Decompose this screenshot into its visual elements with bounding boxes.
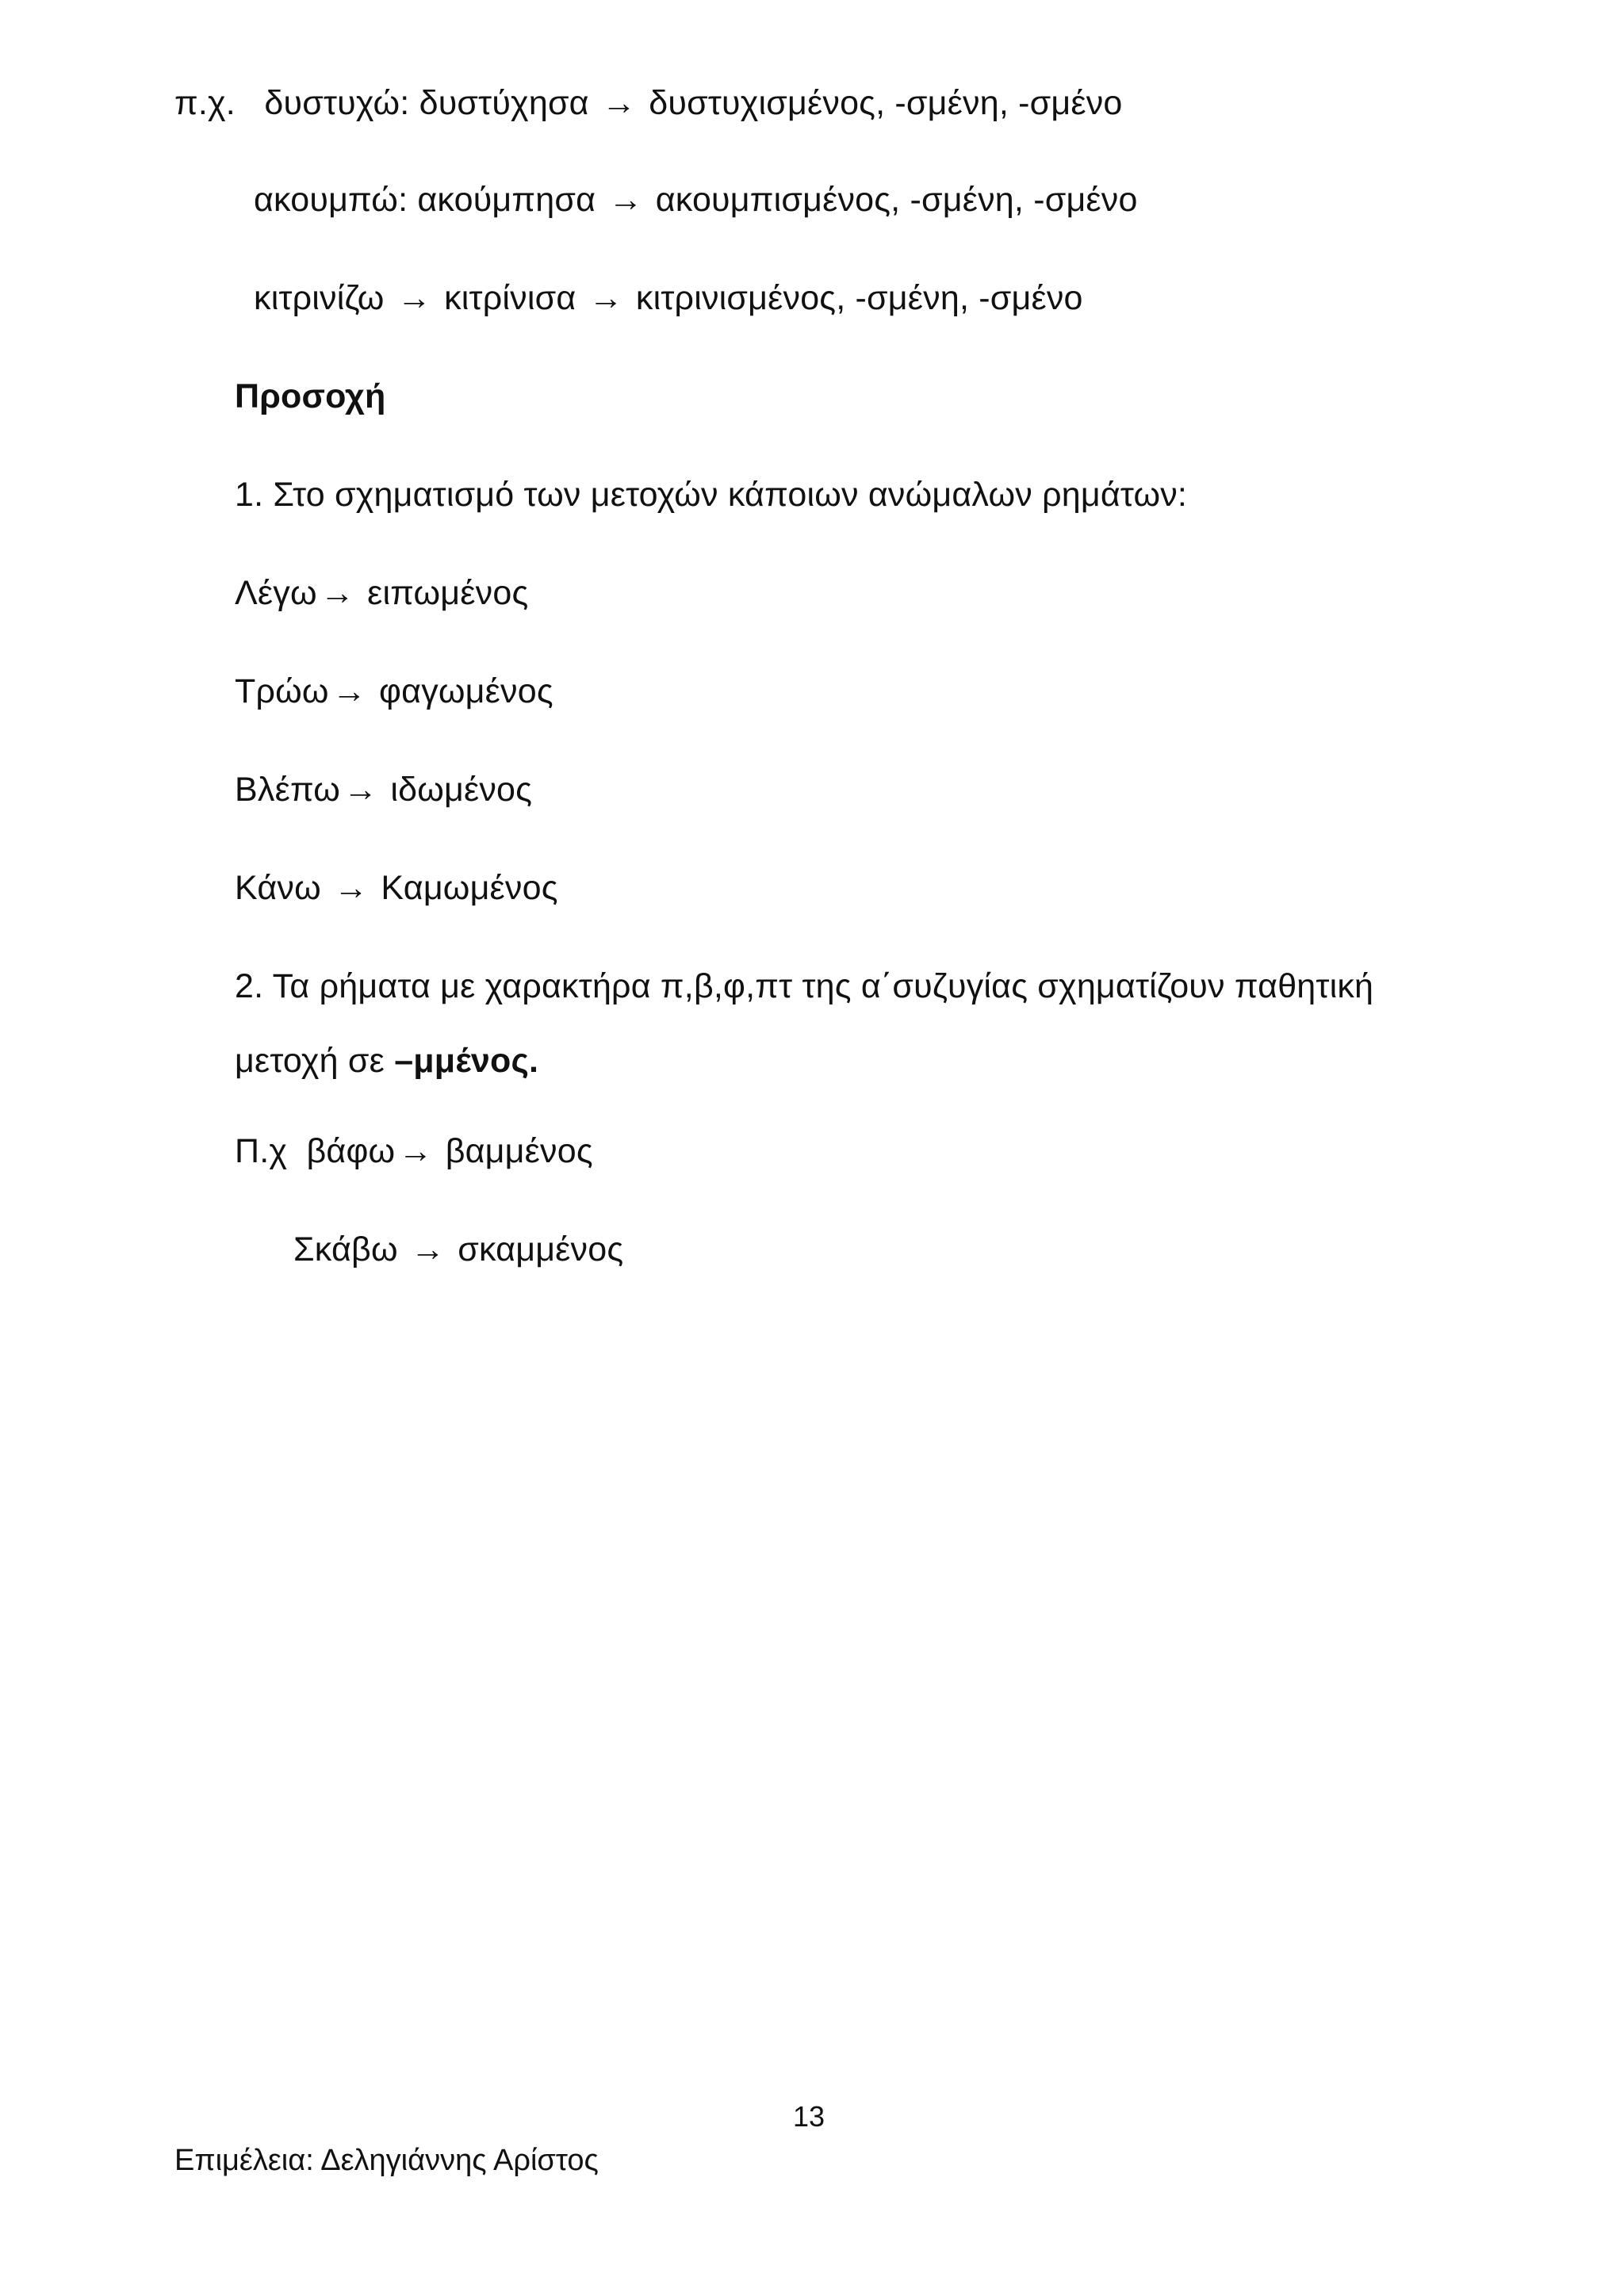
example-verb: ακουμπώ: ακούμπησα xyxy=(254,181,596,219)
example-result: κιτρινισμένος, -σμένη, -σμένο xyxy=(635,279,1083,317)
participle: σκαμμένος xyxy=(458,1230,624,1269)
verb: Κάνω xyxy=(235,869,321,907)
rule-2-suffix: –μμένος. xyxy=(394,1042,539,1080)
participle: Καμωμένος xyxy=(381,869,558,907)
verb: Σκάβω xyxy=(293,1230,398,1269)
rule-1-item xyxy=(235,572,528,614)
participle: ειπωμένος xyxy=(367,574,529,612)
verb: βάφω xyxy=(306,1132,396,1170)
example-verb: δυστυχώ: δυστύχησα xyxy=(264,84,589,122)
arrow-right-icon: → xyxy=(588,279,623,317)
rule-2-line-1: 2. Τα ρήματα με χαρακτήρα π,β,φ,πτ της α΄συζυγίας σχηματίζουν παθητική xyxy=(235,967,1374,1005)
verb: Τρώω xyxy=(235,672,329,710)
example-line-3 xyxy=(254,277,1083,319)
verb: Βλέπω xyxy=(235,771,340,809)
arrow-right-icon: → xyxy=(410,1230,446,1269)
arrow-right-icon: → xyxy=(331,672,366,710)
arrow-right-icon: → xyxy=(396,279,431,317)
example-line-1 xyxy=(174,82,1123,124)
example-prefix: Π.χ xyxy=(235,1132,288,1170)
arrow-right-icon: → xyxy=(608,181,643,219)
example-prefix: π.χ. xyxy=(174,84,236,122)
rule-1-item xyxy=(235,769,532,810)
participle: φαγωμένος xyxy=(379,672,553,710)
arrow-right-icon: → xyxy=(601,84,637,122)
rule-2-line-2 xyxy=(235,1040,538,1081)
arrow-right-icon: → xyxy=(343,771,378,809)
rule-2-example xyxy=(293,1229,623,1270)
arrow-right-icon: → xyxy=(334,869,369,907)
participle: ιδωμένος xyxy=(390,771,533,809)
arrow-right-icon: → xyxy=(320,574,354,612)
example-middle: κιτρίνισα xyxy=(444,279,576,317)
attention-heading: Προσοχή xyxy=(235,377,386,415)
arrow-right-icon: → xyxy=(398,1132,433,1170)
rule-2-prefix: μετοχή σε xyxy=(235,1042,385,1080)
rule-2-example xyxy=(235,1131,593,1172)
example-line-2 xyxy=(254,179,1138,220)
rule-1-text: 1. Στο σχηματισμό των μετοχών κάποιων ανώμαλων ρημάτων: xyxy=(235,476,1188,514)
example-result: δυστυχισμένος, -σμένη, -σμένο xyxy=(649,84,1123,122)
rule-1-item xyxy=(235,671,553,712)
verb: Λέγω xyxy=(235,574,317,612)
example-verb: κιτρινίζω xyxy=(254,279,385,317)
page-number: 13 xyxy=(793,2100,825,2133)
example-result: ακουμπισμένος, -σμένη, -σμένο xyxy=(655,181,1138,219)
rule-1-item xyxy=(235,867,558,909)
footer-author: Επιμέλεια: Δεληγιάννης Αρίστος xyxy=(174,2144,599,2177)
participle: βαμμένος xyxy=(445,1132,593,1170)
